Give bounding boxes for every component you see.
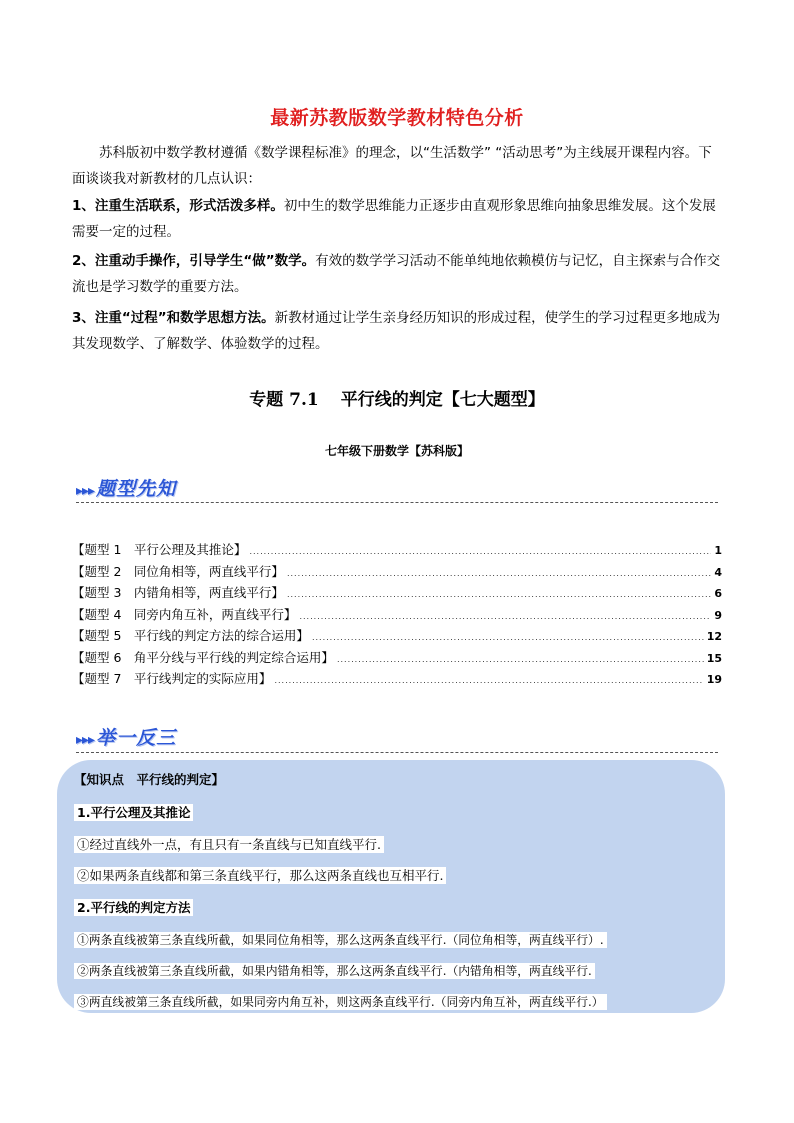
- section-subtitle: 七年级下册数学【苏科版】: [324, 444, 469, 458]
- examples-banner-text: 举一反三: [96, 727, 177, 749]
- section-number: 专题 7.1: [249, 390, 319, 410]
- toc-item-page: 12: [706, 630, 722, 643]
- knowledge-item-1-text: ①经过直线外一点，有且只有一条直线与已知直线平行.: [74, 836, 384, 853]
- knowledge-sub-2: [74, 898, 193, 916]
- point-1: [72, 193, 722, 245]
- dashed-divider: [76, 502, 718, 503]
- toc-leader-dots: [274, 676, 703, 685]
- toc-item[interactable]: [72, 562, 722, 584]
- toc-leader-dots: [299, 612, 711, 621]
- toc-leader-dots: [249, 547, 711, 556]
- point-1-heading: 1、注重生活联系，形式活泼多样。: [72, 198, 284, 214]
- knowledge-item-2: [74, 866, 446, 884]
- knowledge-header: 【知识点 平行线的判定】: [74, 772, 225, 787]
- knowledge-sub-1: [74, 803, 193, 821]
- point-2-heading: 2、注重动手操作，引导学生“做”数学。: [72, 253, 316, 269]
- toc-item[interactable]: [72, 648, 722, 670]
- knowledge-item-2-text: ②如果两条直线都和第三条直线平行，那么这两条直线也互相平行.: [74, 867, 446, 884]
- point-3: [72, 305, 722, 357]
- toc-item-label: 【题型 1 平行公理及其推论】: [72, 542, 247, 557]
- knowledge-method-1: [74, 931, 607, 948]
- point-1-text: 初中生的数学思维能力正逐步由直观形象思维向抽象思维发展。这个发展需要一定的过程。: [72, 198, 716, 240]
- knowledge-method-1-text: ①两条直线被第三条直线所截，如果同位角相等，那么这两条直线平行.（同位角相等，两直线平行）.: [74, 932, 607, 948]
- toc-item[interactable]: [72, 583, 722, 605]
- toc-item-label: 【题型 4 同旁内角互补，两直线平行】: [72, 606, 297, 622]
- toc-item-page: 9: [714, 608, 722, 622]
- knowledge-sub-1-text: 1.平行公理及其推论: [74, 804, 193, 821]
- toc-item-page: 1: [714, 544, 722, 557]
- toc-item-label: 【题型 3 内错角相等，两直线平行】: [72, 585, 284, 600]
- toc-item-label: 【题型 2 同位角相等，两直线平行】: [72, 563, 284, 579]
- toc-item-label: 【题型 5 平行线的判定方法的综合运用】: [72, 628, 309, 643]
- toc-item[interactable]: [72, 669, 722, 691]
- page-title: 最新苏教版数学教材特色分析: [270, 107, 524, 129]
- dashed-divider: [76, 752, 718, 753]
- intro-paragraph: 苏科版初中数学教材遵循《数学课程标准》的理念，以“生活数学” “活动思考”为主线展开课程内容。下面谈谈我对新教材的几点认识：: [72, 145, 712, 187]
- triple-arrow-icon: ▸▸▸: [76, 732, 95, 748]
- knowledge-method-2: [74, 962, 595, 979]
- point-3-text: 新教材通过让学生亲身经历知识的形成过程，使学生的学习过程更多地成为其发现数学、了解数学、体验数学的过程。: [72, 310, 721, 352]
- knowledge-method-2-text: ②两条直线被第三条直线所截，如果内错角相等，那么这两条直线平行.（内错角相等，两直线平行.: [74, 963, 595, 979]
- preview-banner: [76, 474, 176, 504]
- toc-leader-dots: [287, 590, 711, 599]
- triple-arrow-icon: ▸▸▸: [76, 483, 95, 499]
- toc-item-page: 19: [706, 673, 722, 686]
- point-2: [72, 248, 722, 300]
- toc-leader-dots: [287, 569, 711, 578]
- knowledge-method-3: [74, 993, 607, 1010]
- toc-item[interactable]: [72, 626, 722, 648]
- point-3-heading: 3、注重“过程”和数学思想方法。: [72, 310, 275, 326]
- point-2-text: 有效的数学学习活动不能单纯地依赖模仿与记忆，自主探索与合作交流也是学习数学的重要方法。: [72, 253, 721, 295]
- toc-item[interactable]: [72, 540, 722, 562]
- toc-item-label: 【题型 7 平行线判定的实际应用】: [72, 671, 272, 686]
- preview-banner-text: 题型先知: [96, 478, 177, 500]
- section-name: 平行线的判定【七大题型】: [340, 390, 545, 410]
- toc-leader-dots: [337, 655, 704, 664]
- knowledge-item-1: [74, 835, 384, 853]
- knowledge-sub-2-text: 2.平行线的判定方法: [74, 899, 193, 916]
- knowledge-method-3-text: ③两直线被第三条直线所截，如果同旁内角互补，则这两条直线平行.（同旁内角互补，两直线平行.）: [74, 994, 607, 1010]
- toc-item-page: 4: [714, 565, 722, 579]
- toc-item-page: 15: [706, 651, 722, 665]
- toc-item[interactable]: [72, 605, 722, 627]
- toc-leader-dots: [312, 633, 704, 642]
- toc-item-label: 【题型 6 角平分线与平行线的判定综合运用】: [72, 649, 334, 665]
- toc-item-page: 6: [714, 587, 722, 600]
- table-of-contents: [72, 540, 722, 691]
- examples-banner: [76, 723, 176, 753]
- section-title: [0, 385, 794, 410]
